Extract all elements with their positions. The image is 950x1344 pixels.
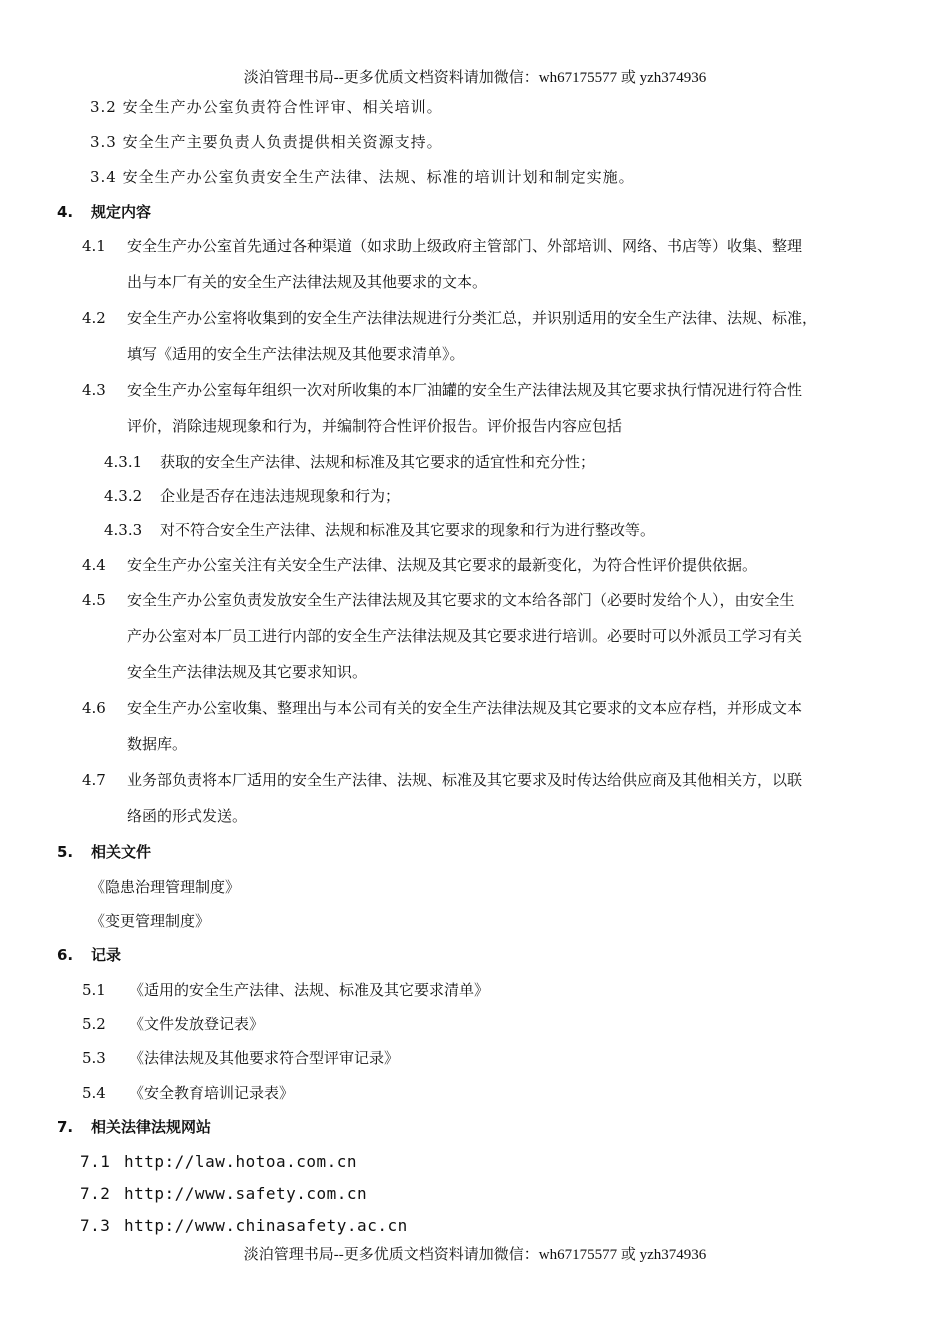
section-7-title: 相关法律法规网站: [91, 1118, 212, 1136]
item-4-7-number: 4.7: [82, 771, 106, 789]
item-4-3-1-text: 获取的安全生产法律、法规和标准及其它要求的适宜性和充分性；: [160, 453, 596, 471]
page-footer: 淡泊管理书局--更多优质文档资料请加微信：wh67175577 或 yzh374936: [243, 1247, 707, 1263]
record-5-4-text: 《安全教育培训记录表》: [129, 1084, 295, 1102]
section-4-number: 4.: [57, 203, 74, 221]
record-5-3-text: 《法律法规及其他要求符合型评审记录》: [129, 1049, 400, 1067]
website-7-2-number: 7.2: [80, 1184, 111, 1203]
related-document-2: 《变更管理制度》: [90, 912, 211, 930]
item-4-3-1-number: 4.3.1: [104, 453, 143, 471]
item-4-2-number: 4.2: [82, 309, 106, 327]
item-4-5-line-1: 安全生产办公室负责发放安全生产法律法规及其它要求的文本给各部门（必要时发给个人），由安全生: [127, 591, 795, 609]
section-4-title: 规定内容: [91, 203, 152, 221]
item-4-6-number: 4.6: [82, 699, 106, 717]
item-3-3: 3.3 安全生产主要负责人负责提供相关资源支持。: [90, 133, 443, 151]
item-4-3-line-2: 评价，消除违规现象和行为，并编制符合性评价报告。评价报告内容应包括: [127, 417, 623, 435]
item-3-2: 3.2 安全生产办公室负责符合性评审、相关培训。: [90, 98, 443, 116]
record-5-1-text: 《适用的安全生产法律、法规、标准及其它要求清单》: [129, 981, 490, 999]
item-4-2-line-2: 填写《适用的安全生产法律法规及其他要求清单》。: [127, 345, 465, 363]
section-6-heading: [57, 945, 121, 965]
item-4-3-2-text: 企业是否存在违法违规现象和行为；: [160, 487, 401, 505]
item-4-6-line-1: 安全生产办公室收集、整理出与本公司有关的安全生产法律法规及其它要求的文本应存档，并形成文本: [127, 699, 803, 717]
website-7-3-link[interactable]: http://www.chinasafety.ac.cn: [124, 1216, 408, 1235]
section-4-heading: [57, 202, 151, 222]
record-5-2-number: 5.2: [82, 1015, 106, 1033]
item-4-4-line-1: 安全生产办公室关注有关安全生产法律、法规及其它要求的最新变化，为符合性评价提供依据。: [127, 556, 758, 574]
item-3-4: 3.4 安全生产办公室负责安全生产法律、法规、标准的培训计划和制定实施。: [90, 168, 635, 186]
website-7-1-link[interactable]: http://law.hotoa.com.cn: [124, 1152, 358, 1171]
item-4-7-line-1: 业务部负责将本厂适用的安全生产法律、法规、标准及其它要求及时传达给供应商及其他相关方，以联: [127, 771, 803, 789]
item-4-5-line-3: 安全生产法律法规及其它要求知识。: [127, 663, 368, 681]
item-4-2-line-1: 安全生产办公室将收集到的安全生产法律法规进行分类汇总，并识别适用的安全生产法律、法规、标准，: [127, 309, 818, 327]
item-4-3-3-text: 对不符合安全生产法律、法规和标准及其它要求的现象和行为进行整改等。: [160, 521, 656, 539]
website-7-2-link[interactable]: http://www.safety.com.cn: [124, 1184, 368, 1203]
section-5-title: 相关文件: [91, 843, 152, 861]
item-4-3-2-number: 4.3.2: [104, 487, 143, 505]
record-5-1-number: 5.1: [82, 981, 106, 999]
item-4-3-line-1: 安全生产办公室每年组织一次对所收集的本厂油罐的安全生产法律法规及其它要求执行情况进行符合性: [127, 381, 803, 399]
item-4-1-line-2: 出与本厂有关的安全生产法律法规及其他要求的文本。: [127, 273, 488, 291]
section-5-number: 5.: [57, 843, 74, 861]
section-5-heading: [57, 842, 151, 862]
record-5-3-number: 5.3: [82, 1049, 106, 1067]
item-4-1-number: 4.1: [82, 237, 106, 255]
record-5-4-number: 5.4: [82, 1084, 106, 1102]
item-4-7-line-2: 络函的形式发送。: [127, 807, 248, 825]
website-7-1-number: 7.1: [80, 1152, 111, 1171]
page-header: 淡泊管理书局--更多优质文档资料请加微信：wh67175577 或 yzh374936: [243, 70, 707, 86]
item-4-3-3-number: 4.3.3: [104, 521, 143, 539]
record-5-2-text: 《文件发放登记表》: [129, 1015, 265, 1033]
item-4-5-line-2: 产办公室对本厂员工进行内部的安全生产法律法规及其它要求进行培训。必要时可以外派员工学习有关: [127, 627, 803, 645]
item-4-6-line-2: 数据库。: [127, 735, 188, 753]
section-6-number: 6.: [57, 946, 74, 964]
website-7-3-number: 7.3: [80, 1216, 111, 1235]
section-7-number: 7.: [57, 1118, 74, 1136]
item-4-3-number: 4.3: [82, 381, 106, 399]
related-document-1: 《隐患治理管理制度》: [90, 878, 241, 896]
item-4-4-number: 4.4: [82, 556, 106, 574]
section-6-title: 记录: [91, 946, 122, 964]
item-4-5-number: 4.5: [82, 591, 106, 609]
section-7-heading: [57, 1117, 211, 1137]
item-4-1-line-1: 安全生产办公室首先通过各种渠道（如求助上级政府主管部门、外部培训、网络、书店等）收集、整理: [127, 237, 803, 255]
